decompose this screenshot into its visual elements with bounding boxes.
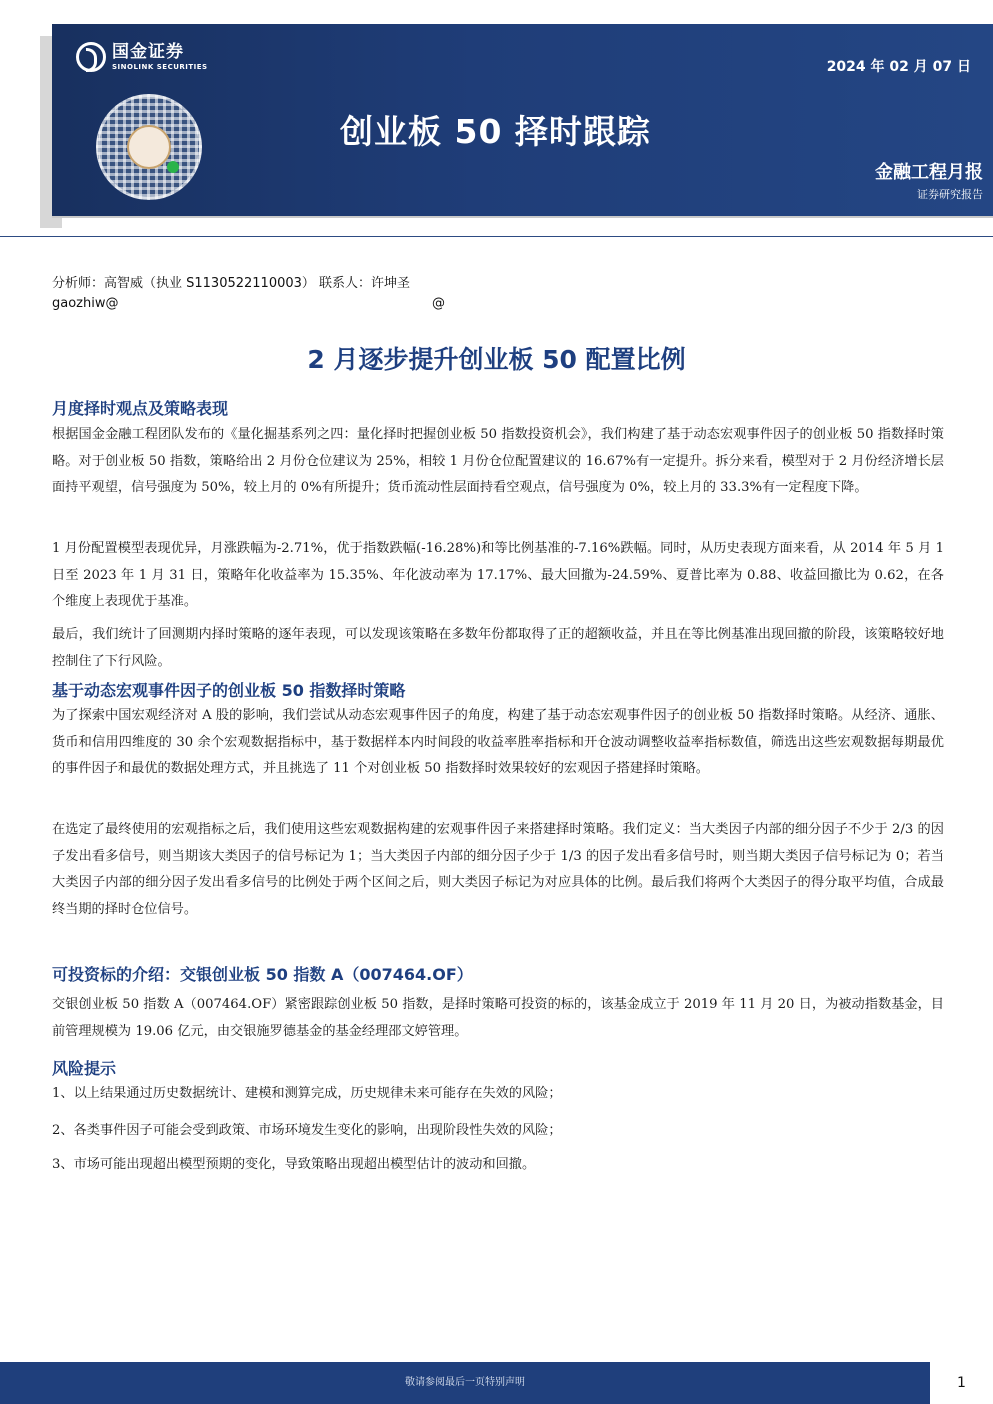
footer-disclaimer-note: 敬请参阅最后一页特别声明 <box>405 1377 525 1388</box>
banner-stripe <box>52 216 993 218</box>
author-line: 分析师：高智威（执业 S1130522110003） 联系人：许坤圣 <box>52 276 411 291</box>
document-title: 2 月逐步提升创业板 50 配置比例 <box>307 345 686 374</box>
author-email[interactable]: gaozhiw@ <box>52 296 119 311</box>
report-title: 创业板 50 择时跟踪 <box>340 112 651 151</box>
risk-item: 2、各类事件因子可能会受到政策、市场环境发生变化的影响，出现阶段性失效的风险； <box>52 1123 562 1138</box>
paragraph: 最后，我们统计了回测期内择时策略的逐年表现，可以发现该策略在多数年份都取得了正的超额收益，并且在等比例基准出现回撤的阶段，该策略较好地控制住了下行风险。 <box>52 627 944 669</box>
brand-logo <box>76 42 208 72</box>
paragraph: 为了探索中国宏观经济对 A 股的影响，我们尝试从动态宏观事件因子的角度，构建了基于动态宏观事件因子的创业板 50 指数择时策略。从经济、通胀、货币和信用四维度的 30 余个宏观数据指标中，基于数据样本内时间段的收益率胜率指标和开仓波动调整收益率指标数值，筛选出这些宏观数据每期最优的事件因子和最优的数据处理方式，并且挑选了 11 个对创业板 50 指数择时效果较好的宏观因子搭建择时策略。 <box>52 708 944 776</box>
header-banner <box>52 24 993 216</box>
section-heading: 可投资标的介绍：交银创业板 50 指数 A（007464.OF） <box>52 965 473 984</box>
paragraph: 1 月份配置模型表现优异，月涨跌幅为-2.71%，优于指数跌幅(-16.28%)和等比例基准的-7.16%跌幅。同时，从历史表现方面来看，从 2014 年 5 月 1 日至 2023 年 1 月 31 日，策略年化收益率为 15.35%、年化波动率为 17.17%、最大回撤为-24.59%、夏普比率为 0.88、收益回撤比为 0.62，在各个维度上表现优于基准。 <box>52 541 944 609</box>
risk-item: 1、以上结果通过历史数据统计、建模和测算完成，历史规律未来可能存在失效的风险； <box>52 1086 562 1101</box>
report-type: 金融工程月报 <box>875 162 983 183</box>
page-number: 1 <box>957 1375 966 1391</box>
brand-name-cn: 国金证券 <box>112 41 184 62</box>
brand-name-en: SINOLINK SECURITIES <box>112 62 208 71</box>
section-heading: 风险提示 <box>52 1059 117 1078</box>
mini-program-badge-icon <box>167 161 179 173</box>
paragraph: 根据国金金融工程团队发布的《量化掘基系列之四：量化择时把握创业板 50 指数投资机会》，我们构建了基于动态宏观事件因子的创业板 50 指数择时策略。对于创业板 50 指数，策略给出 2 月份仓位建议为 25%，相较 1 月份仓位配置建议的 16.67%有一定提升。拆分来看，模型对于 2 月份经济增长层面持平观望，信号强度为 50%，较上月的 0%有所提升；货币流动性层面持看空观点，信号强度为 0%，较上月的 33.3%有一定程度下降。 <box>52 427 944 495</box>
qr-center-logo <box>127 125 171 169</box>
report-category: 证券研究报告 <box>917 188 983 201</box>
contact-email[interactable]: @ <box>432 296 445 311</box>
paragraph: 交银创业板 50 指数 A（007464.OF）紧密跟踪创业板 50 指数，是择时策略可投资的标的，该基金成立于 2019 年 11 月 20 日，为被动指数基金，目前管理规模为 19.06 亿元，由交银施罗德基金的基金经理邵文婷管理。 <box>52 997 944 1039</box>
author-block <box>52 274 472 314</box>
section-heading: 月度择时观点及策略表现 <box>52 399 229 418</box>
report-date: 2024 年 02 月 07 日 <box>826 59 971 75</box>
paragraph: 在选定了最终使用的宏观指标之后，我们使用这些宏观数据构建的宏观事件因子来搭建择时策略。我们定义：当大类因子内部的细分因子不少于 2/3 的因子发出看多信号，则当期该大类因子的信号标记为 1；当大类因子内部的细分因子少于 1/3 的因子发出看多信号时，则当期大类因子信号标记为 0；若当大类因子内部的细分因子发出看多信号的比例处于两个区间之后，则大类因子标记为对应具体的比例。最后我们将两个大类因子的得分取平均值，合成最终当期的择时仓位信号。 <box>52 822 944 917</box>
risk-item: 3、市场可能出现超出模型预期的变化，导致策略出现超出模型估计的波动和回撤。 <box>52 1157 536 1172</box>
header-divider <box>0 236 993 237</box>
section-heading: 基于动态宏观事件因子的创业板 50 指数择时策略 <box>52 681 406 700</box>
sinolink-logo-icon <box>76 42 106 72</box>
qr-code-icon <box>96 94 202 200</box>
